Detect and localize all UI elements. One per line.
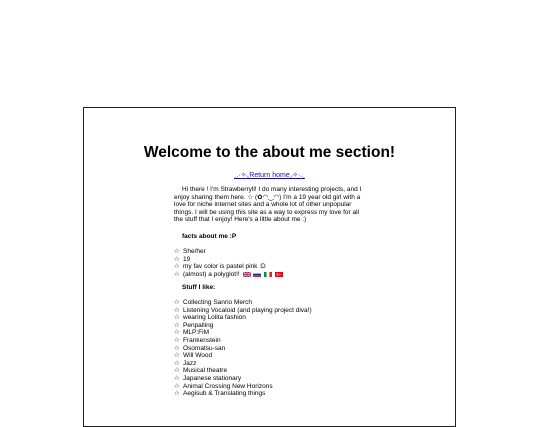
fact-text: 19 — [183, 255, 191, 263]
stuff-heading: Stuff I like: — [182, 284, 216, 291]
stuff-text: Collecting Sanrio Merch — [183, 299, 253, 306]
stuff-text: Musical theatre — [183, 367, 228, 375]
star-icon: ☆ — [174, 321, 180, 329]
star-icon: ☆ — [174, 306, 180, 314]
fact-text: my fav color is pastel pink :D — [183, 263, 266, 271]
star-icon: ☆ — [174, 270, 180, 278]
facts-list — [174, 248, 374, 278]
return-home-link[interactable]: ¸.·✧◟Return home◞✧·.¸ — [234, 172, 305, 179]
star-icon: ☆ — [174, 248, 180, 255]
italy-flag-icon — [264, 272, 272, 277]
list-item — [174, 271, 374, 279]
star-icon: ☆ — [174, 263, 180, 271]
star-icon: ☆ — [174, 336, 180, 344]
stuff-text: Osomatsu-san — [183, 344, 226, 352]
stuff-text: Frankenstein — [183, 336, 221, 344]
stuff-text: Japanese stationary — [183, 374, 242, 382]
stuff-text: MLP:FiM — [183, 329, 209, 337]
star-icon: ☆ — [174, 382, 180, 390]
stuff-text: wearing Lolita fashion — [183, 314, 246, 322]
star-icon: ☆ — [174, 359, 180, 367]
stuff-text: Aegisub & Translating things — [183, 390, 266, 398]
list-item — [174, 367, 374, 375]
fact-text: (almost) a polyglot!! — [183, 270, 240, 278]
star-icon: ☆ — [174, 314, 180, 322]
list-item — [174, 375, 374, 383]
stuff-text: Jazz — [183, 359, 197, 367]
page-title: Welcome to the about me section! — [143, 144, 396, 161]
list-item — [174, 352, 374, 360]
russia-flag-icon — [253, 272, 261, 277]
stuff-text: Animal Crossing New Horizons — [183, 382, 273, 390]
star-icon: ☆ — [174, 367, 180, 375]
list-item — [174, 390, 374, 398]
facts-heading: facts about me :P — [182, 233, 237, 240]
star-icon: ☆ — [174, 374, 180, 382]
about-panel — [83, 107, 456, 427]
list-item — [174, 314, 374, 322]
star-icon: ☆ — [174, 390, 180, 398]
star-icon: ☆ — [174, 352, 180, 360]
list-item — [174, 299, 374, 307]
list-item — [174, 329, 374, 337]
turkey-flag-icon — [275, 272, 283, 277]
fact-text: She/her — [183, 248, 206, 255]
uk-flag-icon — [243, 272, 251, 277]
list-item — [174, 383, 374, 391]
intro-paragraph: Hi there ! I'm Strawberryll! I do many interesting projects, and I enjoy sharing them here. ☆ (✿◠‿◠) I'm a 19 year old girl with a love for niche internet sites and a whole lot of other unpopular things. I will be using this site as a way to express my love for all the stuff that I enjoy! Here's a little about me :) — [174, 186, 362, 224]
star-icon: ☆ — [174, 299, 180, 306]
list-item — [174, 263, 374, 271]
star-icon: ☆ — [174, 329, 180, 337]
stuff-list — [174, 299, 374, 398]
list-item — [174, 248, 374, 256]
return-home-row — [84, 171, 455, 179]
stuff-text: Penpalling — [183, 321, 214, 329]
stuff-text: Listening Vocaloid (and playing project diva!) — [183, 306, 312, 314]
star-icon: ☆ — [174, 255, 180, 263]
stuff-text: Will Wood — [183, 352, 213, 360]
list-item — [174, 337, 374, 345]
star-icon: ☆ — [174, 344, 180, 352]
